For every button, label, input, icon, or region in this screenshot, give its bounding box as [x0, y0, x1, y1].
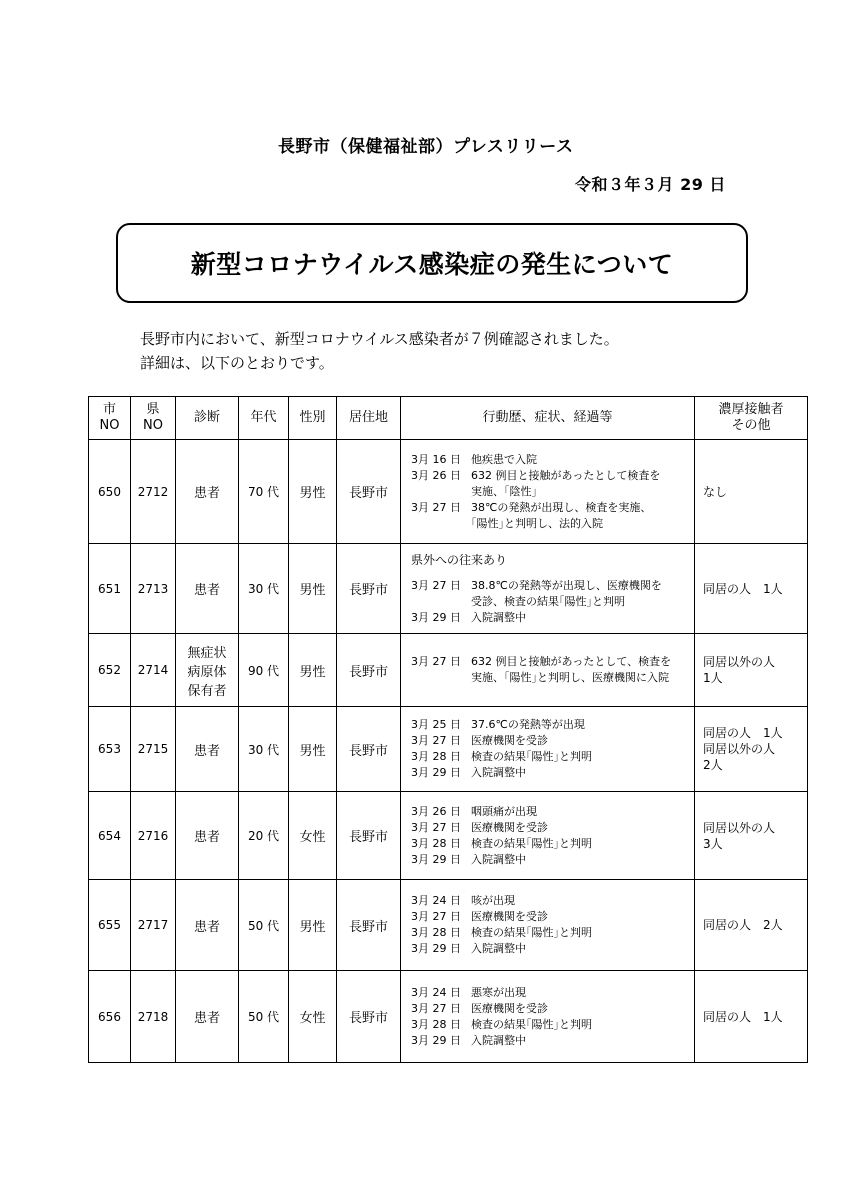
contacts-cell-line: 同居の人 1人: [703, 726, 783, 740]
contacts-cell: [695, 440, 808, 544]
diagnosis-cell-line: 患者: [193, 1011, 220, 1026]
event-line: [411, 820, 694, 836]
diagnosis-cell: [176, 440, 239, 544]
event-line: [411, 985, 694, 1001]
table-row: [89, 707, 808, 792]
diagnosis-cell-line: 患者: [193, 919, 220, 935]
residence-cell: 長野市: [337, 880, 401, 971]
document-title: 新型コロナウイルス感染症の発生について: [190, 250, 674, 279]
table-row: [89, 440, 808, 544]
case-table: [88, 396, 808, 1063]
event-line: [411, 452, 694, 468]
intro-line: 長野市内において、新型コロナウイルス感染者が７例確認されました。: [140, 330, 619, 348]
event-date: 3月 26 日: [411, 804, 461, 818]
event-text: 入院調整中: [471, 610, 526, 624]
diagnosis-cell: [176, 544, 239, 634]
event-line: [411, 1033, 694, 1049]
event-line: [411, 500, 694, 516]
event-date: 3月 27 日: [411, 910, 461, 923]
event-text: 医療機関を受診: [471, 820, 548, 834]
contacts-cell-line: 同居以外の人: [703, 742, 776, 756]
contacts-cell: [695, 634, 808, 707]
diagnosis-cell-line: 患者: [193, 743, 220, 759]
event-text: 医療機関を受診: [471, 910, 548, 923]
event-line: [411, 1017, 694, 1033]
intro-text: [140, 327, 619, 375]
contacts-cell: [695, 792, 808, 880]
event-line: [411, 909, 694, 925]
city-no-cell: 655: [89, 880, 131, 971]
event-line: [411, 733, 694, 749]
event-date: 3月 27 日: [411, 820, 461, 834]
city-no-cell: 652: [89, 634, 131, 707]
case-rows: [89, 440, 808, 1063]
header-pref-no: 県 NO: [131, 397, 176, 440]
city-no-cell: 653: [89, 707, 131, 792]
sex-cell: 女性: [289, 971, 337, 1063]
event-line: [411, 468, 694, 484]
event-line: [411, 941, 694, 957]
contacts-cell-line: 1人: [703, 671, 723, 685]
event-text: 38.8℃の発熱等が出現し、医療機関を: [471, 578, 662, 592]
age-cell: 50 代: [239, 971, 289, 1063]
city-no-cell: 654: [89, 792, 131, 880]
diagnosis-cell-line: 患者: [193, 830, 220, 845]
residence-cell: 長野市: [337, 544, 401, 634]
diagnosis-cell: [176, 971, 239, 1063]
residence-cell: 長野市: [337, 792, 401, 880]
diagnosis-cell: [176, 880, 239, 971]
sex-cell: 男性: [289, 707, 337, 792]
pref-no-cell: 2712: [131, 440, 176, 544]
event-text: 検査の結果｢陽性｣と判明: [471, 1017, 592, 1031]
table-row: [89, 634, 808, 707]
contacts-cell-line: 同居の人 1人: [703, 1009, 783, 1024]
event-line: [411, 749, 694, 765]
diagnosis-cell: [176, 634, 239, 707]
event-date: 3月 29 日: [411, 942, 461, 955]
table-row: [89, 792, 808, 880]
event-text-continued: 実施、｢陰性｣: [471, 484, 537, 498]
event-date: 3月 27 日: [411, 1001, 461, 1015]
event-text: 検査の結果｢陽性｣と判明: [471, 926, 592, 939]
contacts-cell-line: 2人: [703, 758, 723, 772]
contacts-cell-line: なし: [703, 484, 728, 499]
event-text: 37.6℃の発熱等が出現: [471, 718, 585, 731]
header-age: 年代: [239, 397, 289, 440]
diagnosis-cell: [176, 707, 239, 792]
event-date: 3月 27 日: [411, 734, 461, 747]
city-no-cell: 651: [89, 544, 131, 634]
residence-cell: 長野市: [337, 440, 401, 544]
event-date: 3月 25 日: [411, 718, 461, 731]
pref-no-cell: 2716: [131, 792, 176, 880]
event-line: [411, 804, 694, 820]
age-cell: 30 代: [239, 544, 289, 634]
event-text: 38℃の発熱が出現し、検査を実施、: [471, 500, 652, 514]
event-text: 咽頭痛が出現: [471, 804, 537, 818]
diagnosis-cell-line: 病原体: [187, 664, 227, 680]
event-line: [411, 893, 694, 909]
intro-line: 詳細は、以下のとおりです。: [140, 354, 334, 372]
press-release-header: 長野市（保健福祉部）プレスリリース: [278, 137, 574, 157]
event-date: 3月 28 日: [411, 750, 461, 763]
header-events: 行動歴、症状、経過等: [401, 397, 695, 440]
events-cell: [401, 880, 695, 971]
release-date: 令和３年３月 29 日: [575, 175, 726, 194]
residence-cell: 長野市: [337, 707, 401, 792]
city-no-cell: 650: [89, 440, 131, 544]
event-text: 検査の結果｢陽性｣と判明: [471, 836, 592, 850]
event-date: 3月 27 日: [411, 500, 461, 514]
table-row: [89, 544, 808, 634]
header-residence: 居住地: [337, 397, 401, 440]
age-cell: 70 代: [239, 440, 289, 544]
age-cell: 30 代: [239, 707, 289, 792]
contacts-cell-line: 同居の人 2人: [703, 918, 783, 932]
contacts-cell: [695, 707, 808, 792]
event-line: [411, 765, 694, 781]
event-date: 3月 26 日: [411, 468, 461, 482]
header-city-no: 市 NO: [89, 397, 131, 440]
city-no-cell: 656: [89, 971, 131, 1063]
header-contacts: 濃厚接触者 その他: [695, 397, 808, 440]
event-text: 632 例目と接触があったとして、検査を: [471, 655, 672, 668]
event-date: 3月 28 日: [411, 836, 461, 850]
residence-cell: 長野市: [337, 971, 401, 1063]
event-line: [411, 836, 694, 852]
event-text: 悪寒が出現: [471, 985, 526, 999]
sex-cell: 男性: [289, 440, 337, 544]
age-cell: 90 代: [239, 634, 289, 707]
table-row: [89, 971, 808, 1063]
events-cell: [401, 792, 695, 880]
event-text: 咳が出現: [471, 894, 515, 907]
event-line: [411, 717, 694, 733]
event-date: 3月 28 日: [411, 926, 461, 939]
events-cell: [401, 971, 695, 1063]
header-diagnosis: 診断: [176, 397, 239, 440]
event-line: [411, 654, 694, 670]
event-line: [411, 578, 694, 594]
sex-cell: 男性: [289, 880, 337, 971]
age-cell: 50 代: [239, 880, 289, 971]
title-box: [116, 223, 748, 303]
event-text: 検査の結果｢陽性｣と判明: [471, 750, 592, 763]
event-date: 3月 29 日: [411, 852, 461, 866]
event-text: 入院調整中: [471, 852, 526, 866]
diagnosis-cell-line: 無症状: [187, 645, 227, 661]
contacts-cell: [695, 544, 808, 634]
events-cell: [401, 440, 695, 544]
residence-cell: 長野市: [337, 634, 401, 707]
event-text: 入院調整中: [471, 1033, 526, 1047]
contacts-cell-line: 同居以外の人: [703, 820, 776, 835]
event-text-continued: 受診、検査の結果｢陽性｣と判明: [471, 594, 625, 608]
pref-no-cell: 2714: [131, 634, 176, 707]
event-text-continued: 実施、｢陽性｣と判明し、医療機関に入院: [471, 671, 669, 684]
diagnosis-cell-line: 患者: [193, 486, 220, 501]
events-cell: [401, 634, 695, 707]
event-line: [411, 610, 694, 626]
diagnosis-cell-line: 保有者: [187, 683, 227, 699]
contacts-cell-line: 3人: [703, 836, 723, 851]
event-date: 3月 29 日: [411, 1033, 461, 1047]
table-row: [89, 880, 808, 971]
event-line: [411, 925, 694, 941]
header-sex: 性別: [289, 397, 337, 440]
event-date: 3月 29 日: [411, 766, 461, 779]
contacts-cell: [695, 880, 808, 971]
events-cell: [401, 544, 695, 634]
age-cell: 20 代: [239, 792, 289, 880]
event-text: 医療機関を受診: [471, 734, 548, 747]
event-date: 3月 29 日: [411, 610, 461, 624]
table-header-row: [89, 397, 808, 440]
sex-cell: 女性: [289, 792, 337, 880]
pref-no-cell: 2713: [131, 544, 176, 634]
contacts-cell: [695, 971, 808, 1063]
pref-no-cell: 2717: [131, 880, 176, 971]
event-date: 3月 24 日: [411, 894, 461, 907]
event-text-continued: ｢陽性｣と判明し、法的入院: [471, 516, 603, 530]
event-text: 他疾患で入院: [471, 452, 537, 466]
event-text: 632 例目と接触があったとして検査を: [471, 468, 661, 482]
event-date: 3月 24 日: [411, 985, 461, 999]
event-date: 3月 27 日: [411, 655, 461, 668]
contacts-cell-line: 同居の人 1人: [703, 581, 783, 596]
diagnosis-cell: [176, 792, 239, 880]
event-text: 入院調整中: [471, 942, 526, 955]
event-date: 3月 27 日: [411, 578, 461, 592]
sex-cell: 男性: [289, 544, 337, 634]
diagnosis-cell-line: 患者: [193, 583, 220, 598]
contacts-cell-line: 同居以外の人: [703, 655, 776, 669]
events-cell: [401, 707, 695, 792]
event-date: 3月 28 日: [411, 1017, 461, 1031]
event-text: 医療機関を受診: [471, 1001, 548, 1015]
sex-cell: 男性: [289, 634, 337, 707]
events-note: 県外への往来あり: [411, 552, 508, 567]
pref-no-cell: 2715: [131, 707, 176, 792]
event-line: [411, 1001, 694, 1017]
event-text: 入院調整中: [471, 766, 526, 779]
event-line: [411, 852, 694, 868]
pref-no-cell: 2718: [131, 971, 176, 1063]
event-date: 3月 16 日: [411, 452, 461, 466]
